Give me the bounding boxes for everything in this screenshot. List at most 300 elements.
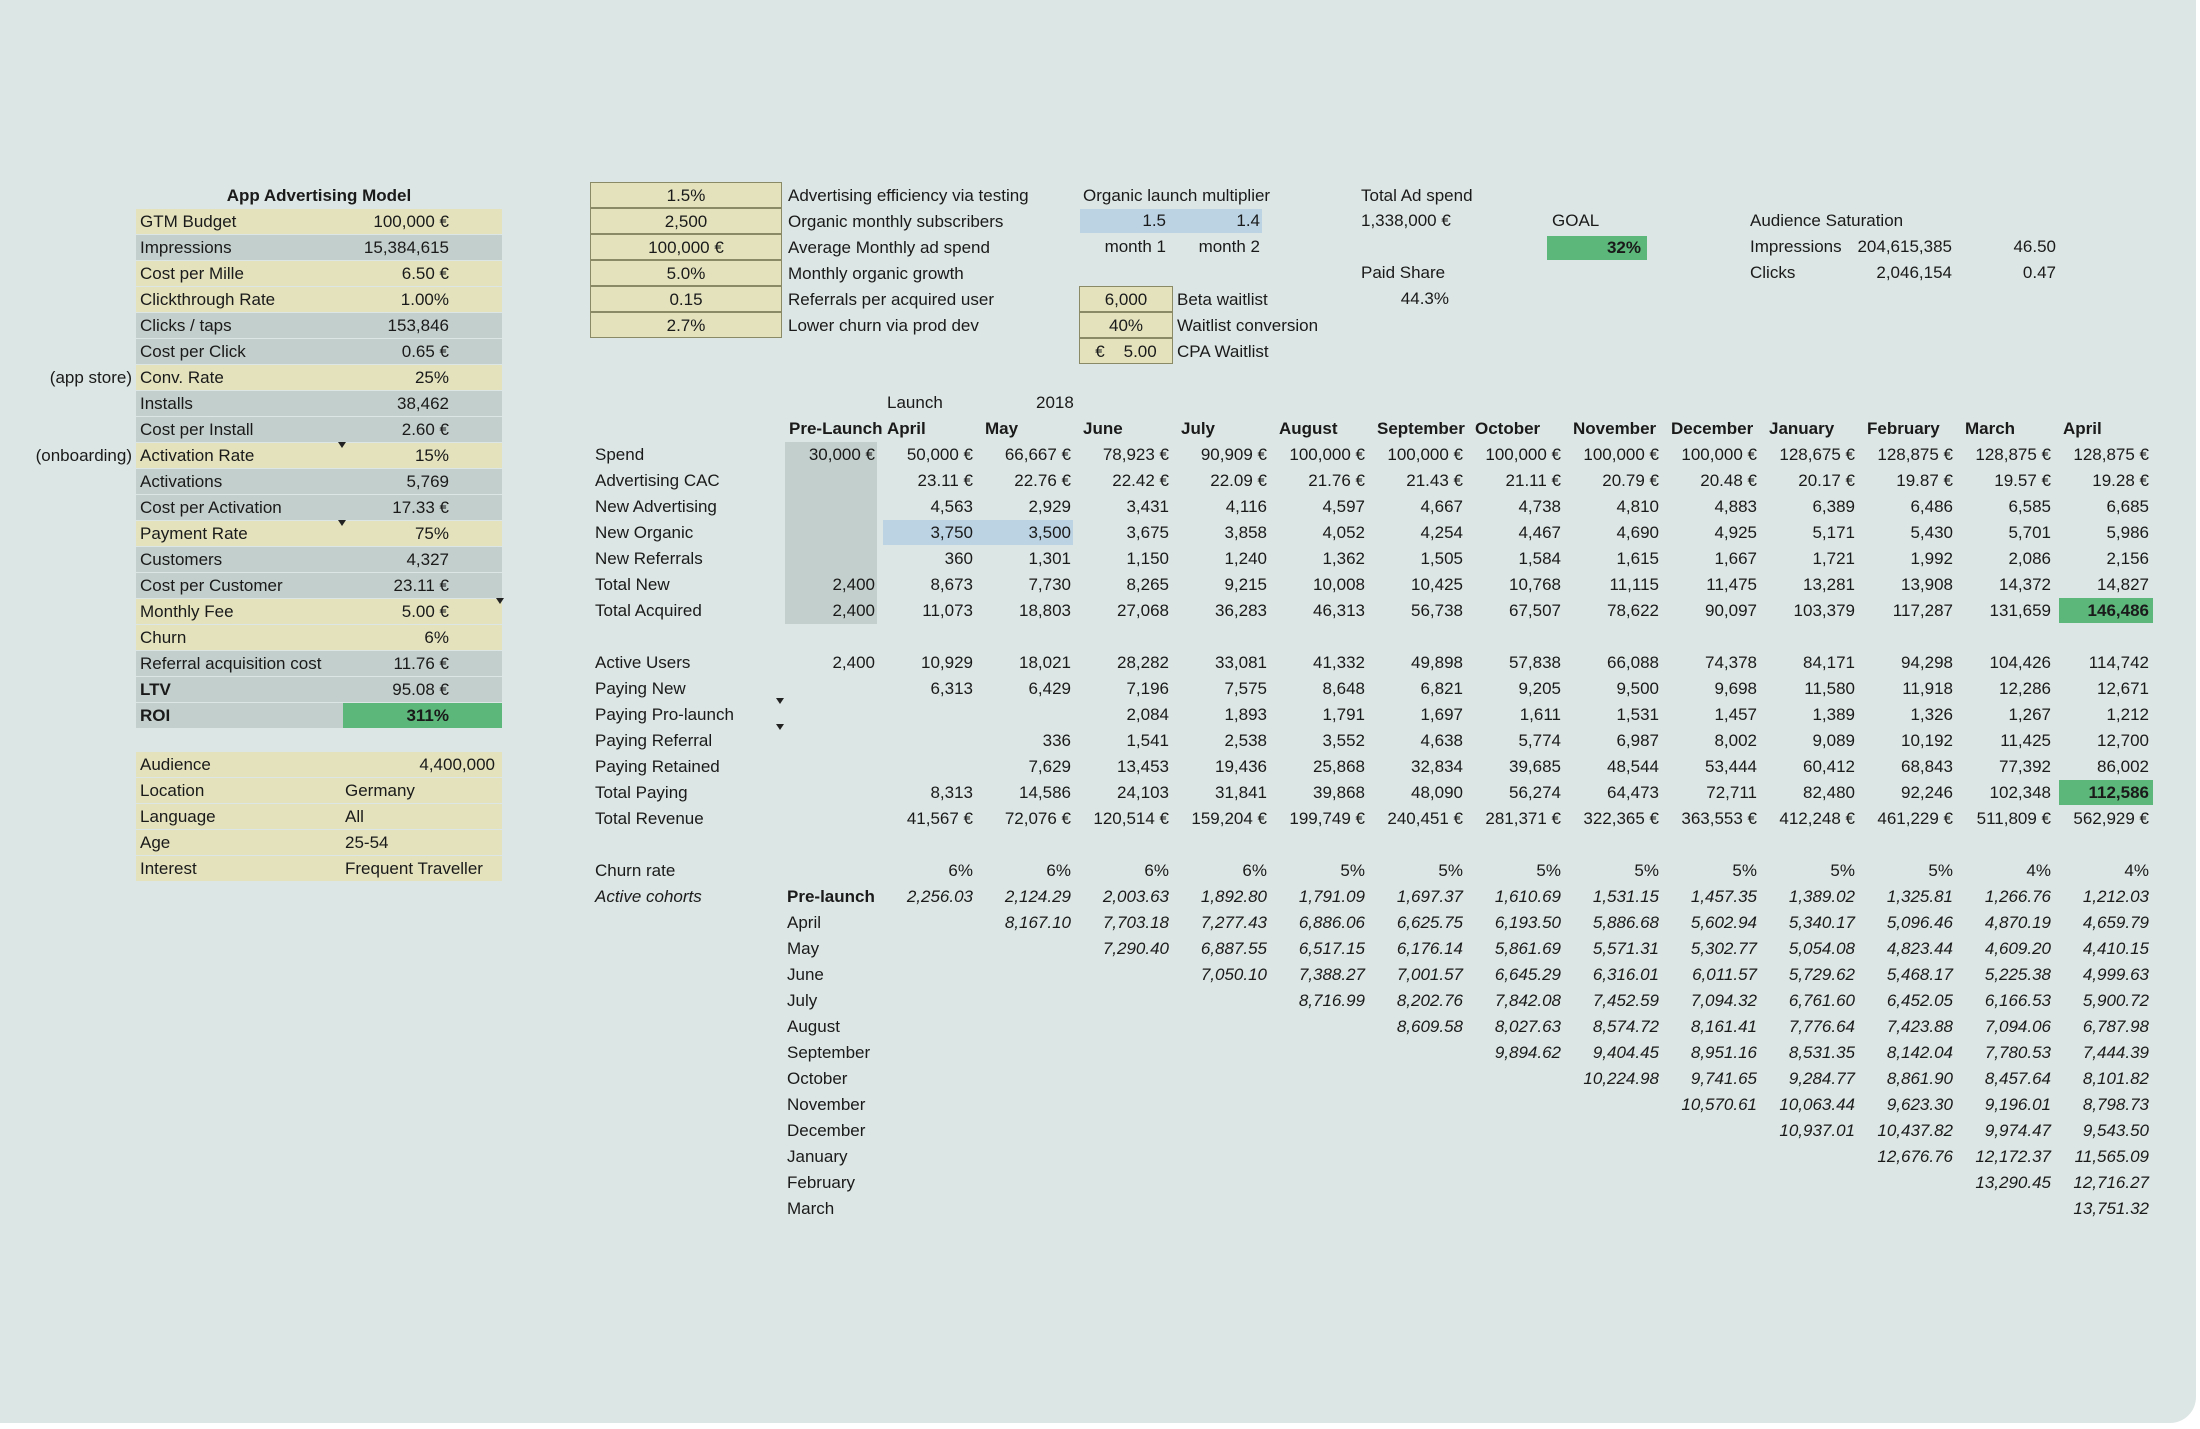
pay-cell[interactable]: 39,685: [1509, 757, 1561, 776]
pay-cell[interactable]: 25,868: [1313, 757, 1365, 776]
cohort-cell[interactable]: 6,193.50: [1494, 913, 1561, 932]
acq-cell[interactable]: 14,827: [2097, 575, 2149, 594]
cohort-cell[interactable]: 5,096.46: [1886, 913, 1953, 932]
model-row-label: Installs: [140, 394, 193, 413]
pay-cell[interactable]: 9,089: [1812, 731, 1855, 750]
cohort-cell[interactable]: 6,176.14: [1396, 939, 1463, 958]
pay-cell[interactable]: 6,987: [1616, 731, 1659, 750]
cohort-cell[interactable]: 8,798.73: [2082, 1095, 2149, 1114]
cohort-cell[interactable]: 5,729.62: [1788, 965, 1855, 984]
launch-m2-label: month 2: [1198, 237, 1260, 256]
acq-cell[interactable]: 1,240: [1224, 549, 1267, 568]
acq-cell[interactable]: 4,116: [1225, 497, 1267, 516]
cohort-cell[interactable]: 7,703.18: [1102, 913, 1169, 932]
launch-m1-value[interactable]: 1.5: [1142, 211, 1166, 230]
acq-cell[interactable]: 3,858: [1224, 523, 1267, 542]
acq-cell[interactable]: 1,667: [1714, 549, 1757, 568]
pay-cell[interactable]: 13,453: [1117, 757, 1169, 776]
pay-cell[interactable]: 12,286: [1999, 679, 2051, 698]
cohort-cell[interactable]: 9,284.77: [1788, 1069, 1855, 1088]
cohort-cell[interactable]: 4,609.20: [1984, 939, 2051, 958]
churn-cell[interactable]: 5%: [1438, 861, 1463, 880]
cohort-cell[interactable]: 2,003.63: [1102, 887, 1169, 906]
cohort-cell[interactable]: 4,410.15: [2082, 939, 2149, 958]
acq-cell[interactable]: 50,000 €: [906, 445, 973, 464]
acq-cell[interactable]: 100,000 €: [1681, 445, 1757, 464]
cohort-cell[interactable]: 1,457.35: [1690, 887, 1757, 906]
pay-label: Total Paying: [595, 783, 688, 802]
pay-cell[interactable]: 199,749 €: [1289, 809, 1365, 828]
cohort-cell[interactable]: 8,716.99: [1298, 991, 1365, 1010]
pay-cell[interactable]: 82,480: [1803, 783, 1855, 802]
pay-cell[interactable]: 240,451 €: [1387, 809, 1463, 828]
comment-marker-icon[interactable]: [776, 698, 784, 704]
cohort-cell[interactable]: 8,951.16: [1690, 1043, 1757, 1062]
pay-cell[interactable]: 7,196: [1126, 679, 1169, 698]
cohort-cell[interactable]: 13,290.45: [1975, 1173, 2051, 1192]
acq-cell[interactable]: 1,584: [1518, 549, 1561, 568]
pay-cell[interactable]: 92,246: [1901, 783, 1953, 802]
churn-cell[interactable]: 4%: [2124, 861, 2149, 880]
pay-cell[interactable]: 8,313: [930, 783, 973, 802]
acq-cell[interactable]: 4,597: [1322, 497, 1365, 516]
pay-cell[interactable]: 48,544: [1607, 757, 1659, 776]
cohort-cell[interactable]: 5,900.72: [2082, 991, 2149, 1010]
cohort-cell[interactable]: 12,716.27: [2073, 1173, 2149, 1192]
pay-cell[interactable]: 336: [1042, 731, 1071, 750]
cohort-cell[interactable]: 6,886.06: [1298, 913, 1365, 932]
cohort-cell[interactable]: 8,609.58: [1396, 1017, 1463, 1036]
pay-cell[interactable]: 72,076 €: [1004, 809, 1071, 828]
cohort-cell[interactable]: 6,887.55: [1200, 939, 1267, 958]
cohort-cell[interactable]: 10,063.44: [1779, 1095, 1855, 1114]
pay-cell[interactable]: 77,392: [1999, 757, 2051, 776]
cohort-cell[interactable]: 7,094.06: [1984, 1017, 2051, 1036]
pay-cell[interactable]: 72,711: [1706, 783, 1757, 802]
acq-cell[interactable]: 1,150: [1126, 549, 1169, 568]
cohort-cell[interactable]: 5,886.68: [1592, 913, 1659, 932]
acq-cell[interactable]: 22.09 €: [1210, 471, 1267, 490]
acq-cell[interactable]: 100,000 €: [1583, 445, 1659, 464]
pay-cell[interactable]: 2,400: [832, 653, 875, 672]
pay-cell[interactable]: 2,538: [1224, 731, 1267, 750]
cohort-cell[interactable]: 11,565.09: [2074, 1147, 2149, 1166]
pay-cell[interactable]: 6,429: [1028, 679, 1071, 698]
acq-cell[interactable]: 4,563: [930, 497, 973, 516]
acq-cell[interactable]: 4,690: [1616, 523, 1659, 542]
cohort-cell[interactable]: 8,457.64: [1984, 1069, 2051, 1088]
churn-cell[interactable]: 4%: [2026, 861, 2051, 880]
pay-cell[interactable]: 11,425: [2000, 731, 2051, 750]
pay-cell[interactable]: 9,698: [1714, 679, 1757, 698]
pay-cell[interactable]: 9,205: [1518, 679, 1561, 698]
cohort-cell[interactable]: 7,277.43: [1200, 913, 1267, 932]
cohort-cell[interactable]: 7,444.39: [2082, 1043, 2149, 1062]
acq-cell[interactable]: 100,000 €: [1289, 445, 1365, 464]
acq-cell[interactable]: 78,923 €: [1102, 445, 1169, 464]
pay-cell[interactable]: 18,021: [1019, 653, 1071, 672]
acq-cell[interactable]: 21.11 €: [1505, 471, 1561, 490]
churn-cell[interactable]: 6%: [948, 861, 973, 880]
pay-cell[interactable]: 94,298: [1901, 653, 1953, 672]
cohort-cell[interactable]: 1,531.15: [1592, 887, 1659, 906]
acq-cell[interactable]: 6,486: [1910, 497, 1953, 516]
pay-cell[interactable]: 66,088: [1607, 653, 1659, 672]
cohort-cell[interactable]: 1,697.37: [1396, 887, 1463, 906]
acq-cell[interactable]: 67,507: [1509, 601, 1561, 620]
cohort-cell[interactable]: 9,543.50: [2082, 1121, 2149, 1140]
cohort-cell[interactable]: 2,256.03: [906, 887, 973, 906]
acq-cell[interactable]: 10,425: [1411, 575, 1463, 594]
pay-cell[interactable]: 9,500: [1616, 679, 1659, 698]
churn-cell[interactable]: 6%: [1144, 861, 1169, 880]
pay-cell[interactable]: 1,531: [1616, 705, 1659, 724]
acq-cell[interactable]: 4,810: [1616, 497, 1659, 516]
acq-cell[interactable]: 22.76 €: [1014, 471, 1071, 490]
cohort-cell[interactable]: 8,202.76: [1396, 991, 1463, 1010]
acq-cell[interactable]: 20.79 €: [1602, 471, 1659, 490]
cohort-cell[interactable]: 12,172.37: [1975, 1147, 2051, 1166]
cohort-cell[interactable]: 5,468.17: [1886, 965, 1953, 984]
pay-cell[interactable]: 8,002: [1714, 731, 1757, 750]
acq-cell[interactable]: 4,883: [1714, 497, 1757, 516]
acq-cell[interactable]: 1,992: [1910, 549, 1953, 568]
pay-cell[interactable]: 19,436: [1215, 757, 1267, 776]
acq-cell[interactable]: 4,738: [1518, 497, 1561, 516]
cohort-cell[interactable]: 1,610.69: [1494, 887, 1561, 906]
churn-cell[interactable]: 5%: [1732, 861, 1757, 880]
pay-cell[interactable]: 74,378: [1705, 653, 1757, 672]
pay-cell[interactable]: 12,700: [2097, 731, 2149, 750]
acq-cell[interactable]: 128,875 €: [1877, 445, 1953, 464]
pay-cell[interactable]: 1,389: [1812, 705, 1855, 724]
pay-cell[interactable]: 412,248 €: [1779, 809, 1855, 828]
pay-cell[interactable]: 120,514 €: [1093, 809, 1169, 828]
acq-cell[interactable]: 90,097: [1705, 601, 1757, 620]
acq-cell[interactable]: 46,313: [1313, 601, 1365, 620]
acq-cell[interactable]: 21.76 €: [1308, 471, 1365, 490]
acq-cell[interactable]: 56,738: [1411, 601, 1463, 620]
pay-cell[interactable]: 102,348: [1989, 783, 2051, 802]
cohort-cell[interactable]: 8,027.63: [1494, 1017, 1561, 1036]
cohort-cell[interactable]: 9,404.45: [1592, 1043, 1659, 1062]
pay-cell[interactable]: 1,457: [1714, 705, 1757, 724]
cohort-cell[interactable]: 6,166.53: [1984, 991, 2051, 1010]
acq-cell[interactable]: 5,171: [1812, 523, 1855, 542]
cohort-cell[interactable]: 7,290.40: [1102, 939, 1169, 958]
cohort-cell[interactable]: 5,054.08: [1788, 939, 1855, 958]
pay-cell[interactable]: 1,212: [2106, 705, 2149, 724]
comment-marker-icon[interactable]: [338, 442, 346, 448]
pay-cell[interactable]: 1,893: [1224, 705, 1267, 724]
cohort-cell[interactable]: 7,780.53: [1984, 1043, 2051, 1062]
acq-cell[interactable]: 6,585: [2008, 497, 2051, 516]
cohort-cell[interactable]: 9,623.30: [1886, 1095, 1953, 1114]
acq-cell[interactable]: 2,400: [832, 575, 875, 594]
cohort-cell[interactable]: 7,452.59: [1592, 991, 1659, 1010]
cohort-cell[interactable]: 6,645.29: [1494, 965, 1561, 984]
pay-cell[interactable]: 48,090: [1411, 783, 1463, 802]
acq-cell[interactable]: 128,675 €: [1779, 445, 1855, 464]
acq-cell[interactable]: 11,073: [922, 601, 973, 620]
acq-cell[interactable]: 128,875 €: [2073, 445, 2149, 464]
acq-cell[interactable]: 78,622: [1607, 601, 1659, 620]
churn-cell[interactable]: 5%: [1536, 861, 1561, 880]
cohort-cell[interactable]: 6,625.75: [1396, 913, 1463, 932]
acq-cell[interactable]: 4,052: [1322, 523, 1365, 542]
cohort-cell[interactable]: 5,225.38: [1984, 965, 2051, 984]
pay-cell[interactable]: 10,929: [921, 653, 973, 672]
pay-cell[interactable]: 57,838: [1509, 653, 1561, 672]
pay-cell[interactable]: 64,473: [1607, 783, 1659, 802]
pay-cell[interactable]: 24,103: [1117, 783, 1169, 802]
pay-label: Total Revenue: [595, 809, 704, 828]
pay-cell[interactable]: 7,575: [1224, 679, 1267, 698]
acq-cell[interactable]: 8,265: [1126, 575, 1169, 594]
pay-cell[interactable]: 41,332: [1313, 653, 1365, 672]
pay-cell[interactable]: 1,267: [2008, 705, 2051, 724]
churn-cell[interactable]: 5%: [1340, 861, 1365, 880]
pay-cell[interactable]: 8,648: [1322, 679, 1365, 698]
cohort-cell[interactable]: 8,167.10: [1004, 913, 1071, 932]
pay-cell[interactable]: 68,843: [1901, 757, 1953, 776]
pay-cell[interactable]: 60,412: [1803, 757, 1855, 776]
acq-cell[interactable]: 100,000 €: [1485, 445, 1561, 464]
cohort-cell[interactable]: 9,974.47: [1984, 1121, 2051, 1140]
cohort-cell[interactable]: 10,937.01: [1779, 1121, 1855, 1140]
pay-cell[interactable]: 6,313: [930, 679, 973, 698]
pay-cell[interactable]: 10,192: [1901, 731, 1953, 750]
acq-cell[interactable]: 11,115: [1609, 575, 1659, 594]
cohort-cell[interactable]: 6,011.57: [1692, 965, 1757, 984]
cohort-cell[interactable]: 5,302.77: [1690, 939, 1757, 958]
acq-cell[interactable]: 7,730: [1028, 575, 1071, 594]
acq-cell[interactable]: 103,379: [1793, 601, 1855, 620]
acq-cell[interactable]: 2,086: [2008, 549, 2051, 568]
pay-cell[interactable]: 1,697: [1420, 705, 1463, 724]
acq-cell[interactable]: 100,000 €: [1387, 445, 1463, 464]
acq-cell[interactable]: 360: [944, 549, 973, 568]
acq-cell[interactable]: 23.11 €: [917, 471, 973, 490]
acq-cell[interactable]: 19.28 €: [2092, 471, 2149, 490]
acq-cell[interactable]: 131,659: [1989, 601, 2051, 620]
cohort-cell[interactable]: 8,531.35: [1788, 1043, 1855, 1062]
cohort-cell[interactable]: 8,101.82: [2082, 1069, 2149, 1088]
acq-cell[interactable]: 14,372: [1999, 575, 2051, 594]
acq-cell[interactable]: 66,667 €: [1004, 445, 1071, 464]
pay-cell[interactable]: 84,171: [1803, 653, 1855, 672]
pay-cell[interactable]: 1,541: [1126, 731, 1169, 750]
cohort-cell[interactable]: 10,570.61: [1681, 1095, 1757, 1114]
acq-cell[interactable]: 18,803: [1019, 601, 1071, 620]
cohort-cell[interactable]: 6,517.15: [1298, 939, 1365, 958]
acq-cell[interactable]: 3,675: [1126, 523, 1169, 542]
acq-cell[interactable]: 13,908: [1901, 575, 1953, 594]
cohort-cell[interactable]: 1,791.09: [1298, 887, 1365, 906]
cohort-cell[interactable]: 7,423.88: [1886, 1017, 1953, 1036]
pay-cell[interactable]: 56,274: [1509, 783, 1561, 802]
acq-cell[interactable]: 146,486: [2087, 601, 2149, 620]
pay-cell[interactable]: 4,638: [1420, 731, 1463, 750]
acq-cell[interactable]: 2,929: [1028, 497, 1071, 516]
acq-cell[interactable]: 21.43 €: [1406, 471, 1463, 490]
acq-cell[interactable]: 8,673: [930, 575, 973, 594]
acq-cell[interactable]: 6,685: [2106, 497, 2149, 516]
acq-cell[interactable]: 36,283: [1215, 601, 1267, 620]
acq-cell[interactable]: 128,875 €: [1975, 445, 2051, 464]
pay-cell[interactable]: 3,552: [1322, 731, 1365, 750]
cohort-cell[interactable]: 6,787.98: [2082, 1017, 2149, 1036]
pay-cell[interactable]: 31,841: [1215, 783, 1267, 802]
acq-cell[interactable]: 9,215: [1224, 575, 1267, 594]
pay-cell[interactable]: 49,898: [1411, 653, 1463, 672]
cohort-cell[interactable]: 5,602.94: [1690, 913, 1757, 932]
cohort-cell[interactable]: 6,316.01: [1592, 965, 1659, 984]
pay-cell[interactable]: 7,629: [1028, 757, 1071, 776]
churn-cell[interactable]: 5%: [1634, 861, 1659, 880]
acq-cell[interactable]: 3,750: [930, 523, 973, 542]
pay-cell[interactable]: 6,821: [1420, 679, 1463, 698]
pay-cell[interactable]: 1,611: [1519, 705, 1561, 724]
cohort-cell[interactable]: 4,999.63: [2082, 965, 2149, 984]
pay-cell[interactable]: 14,586: [1019, 783, 1071, 802]
cohort-cell[interactable]: 7,094.32: [1690, 991, 1757, 1010]
cohort-cell[interactable]: 6,452.05: [1886, 991, 1953, 1010]
pay-cell[interactable]: 1,791: [1322, 705, 1365, 724]
model-row-label: Cost per Customer: [140, 576, 283, 595]
acq-cell[interactable]: 19.57 €: [1994, 471, 2051, 490]
acq-cell[interactable]: 19.87 €: [1896, 471, 1953, 490]
acq-cell[interactable]: 117,287: [1892, 601, 1953, 620]
pay-cell[interactable]: 86,002: [2097, 757, 2149, 776]
acq-cell[interactable]: 13,281: [1803, 575, 1855, 594]
cohort-cell[interactable]: 8,574.72: [1592, 1017, 1659, 1036]
churn-cell[interactable]: 5%: [1928, 861, 1953, 880]
cohort-cell[interactable]: 6,761.60: [1788, 991, 1855, 1010]
acq-cell[interactable]: 6,389: [1812, 497, 1855, 516]
cohort-cell[interactable]: 8,142.04: [1886, 1043, 1953, 1062]
pay-cell[interactable]: 461,229 €: [1877, 809, 1953, 828]
cohort-cell[interactable]: 9,894.62: [1494, 1043, 1561, 1062]
pay-cell[interactable]: 281,371 €: [1485, 809, 1561, 828]
cohort-cell[interactable]: 7,776.64: [1788, 1017, 1855, 1036]
pay-cell[interactable]: 5,774: [1518, 731, 1561, 750]
cohort-cell[interactable]: 1,325.81: [1886, 887, 1953, 906]
churn-cell[interactable]: 6%: [1046, 861, 1071, 880]
cohort-cell[interactable]: 12,676.76: [1877, 1147, 1953, 1166]
acq-cell[interactable]: 22.42 €: [1112, 471, 1169, 490]
acq-cell[interactable]: 10,008: [1313, 575, 1365, 594]
pay-cell[interactable]: 562,929 €: [2073, 809, 2149, 828]
pay-cell[interactable]: 104,426: [1989, 653, 2051, 672]
acq-cell[interactable]: 5,701: [2008, 523, 2051, 542]
acq-cell[interactable]: 4,467: [1518, 523, 1561, 542]
pay-cell[interactable]: 12,671: [2097, 679, 2149, 698]
cohort-cell[interactable]: 2,124.29: [1004, 887, 1071, 906]
comment-marker-icon[interactable]: [496, 598, 504, 604]
pay-cell[interactable]: 11,918: [1902, 679, 1953, 698]
cohort-cell[interactable]: 7,388.27: [1298, 965, 1365, 984]
cohort-cell[interactable]: 1,266.76: [1984, 887, 2051, 906]
acq-cell[interactable]: 1,615: [1616, 549, 1659, 568]
cohort-cell[interactable]: 1,212.03: [2082, 887, 2149, 906]
comment-marker-icon[interactable]: [338, 520, 346, 526]
pay-cell[interactable]: 511,809 €: [1976, 809, 2051, 828]
acq-cell[interactable]: 2,156: [2106, 549, 2149, 568]
acq-cell[interactable]: 3,500: [1028, 523, 1071, 542]
pay-cell[interactable]: 159,204 €: [1191, 809, 1267, 828]
acq-cell[interactable]: 1,721: [1812, 549, 1855, 568]
acq-cell[interactable]: 4,254: [1420, 523, 1463, 542]
acq-cell[interactable]: 3,431: [1126, 497, 1169, 516]
pay-cell[interactable]: 11,580: [1804, 679, 1855, 698]
cohort-cell[interactable]: 10,437.82: [1877, 1121, 1953, 1140]
pay-cell[interactable]: 33,081: [1215, 653, 1267, 672]
churn-cell[interactable]: 6%: [1242, 861, 1267, 880]
pay-cell[interactable]: 2,084: [1126, 705, 1169, 724]
cohort-cell[interactable]: 7,050.10: [1200, 965, 1267, 984]
cohort-cell[interactable]: 4,870.19: [1984, 913, 2051, 932]
cohort-cell[interactable]: 7,842.08: [1494, 991, 1561, 1010]
acq-cell[interactable]: 20.17 €: [1798, 471, 1855, 490]
acq-cell[interactable]: 1,362: [1322, 549, 1365, 568]
pay-cell[interactable]: 28,282: [1117, 653, 1169, 672]
acq-cell[interactable]: 20.48 €: [1700, 471, 1757, 490]
pay-cell[interactable]: 322,365 €: [1583, 809, 1659, 828]
pay-cell[interactable]: 1,326: [1910, 705, 1953, 724]
acq-cell[interactable]: 5,430: [1910, 523, 1953, 542]
pay-cell[interactable]: 363,553 €: [1681, 809, 1757, 828]
launch-m2-value[interactable]: 1.4: [1236, 211, 1260, 230]
acq-cell[interactable]: 11,475: [1706, 575, 1757, 594]
acq-cell[interactable]: 5,986: [2106, 523, 2149, 542]
pay-cell[interactable]: 114,742: [2088, 653, 2149, 672]
cohort-cell[interactable]: 4,823.44: [1886, 939, 1953, 958]
cohort-cell[interactable]: 5,340.17: [1788, 913, 1855, 932]
acq-cell[interactable]: 10,768: [1509, 575, 1561, 594]
acq-cell[interactable]: 4,925: [1714, 523, 1757, 542]
cohort-cell[interactable]: 5,861.69: [1494, 939, 1561, 958]
cohort-cell[interactable]: 13,751.32: [2073, 1199, 2149, 1218]
comment-marker-icon[interactable]: [776, 724, 784, 730]
pay-cell[interactable]: 39,868: [1313, 783, 1365, 802]
cohort-cell[interactable]: 5,571.31: [1592, 939, 1659, 958]
pay-cell[interactable]: 41,567 €: [906, 809, 973, 828]
cohort-cell[interactable]: 8,861.90: [1886, 1069, 1953, 1088]
acq-cell[interactable]: 27,068: [1117, 601, 1169, 620]
acq-cell[interactable]: 90,909 €: [1200, 445, 1267, 464]
acq-cell[interactable]: 1,505: [1420, 549, 1463, 568]
cohort-cell[interactable]: 9,196.01: [1984, 1095, 2051, 1114]
churn-cell[interactable]: 5%: [1830, 861, 1855, 880]
month-header: Pre-Launch: [789, 419, 883, 438]
acq-cell[interactable]: 1,301: [1028, 549, 1071, 568]
cohort-cell[interactable]: 7,001.57: [1396, 965, 1463, 984]
cohort-cell[interactable]: 8,161.41: [1690, 1017, 1757, 1036]
acq-cell[interactable]: 2,400: [832, 601, 875, 620]
cohort-cell[interactable]: 4,659.79: [2082, 913, 2149, 932]
pay-cell[interactable]: 32,834: [1411, 757, 1463, 776]
model-row-value: 11.76 €: [393, 654, 449, 673]
cohort-cell[interactable]: 9,741.65: [1690, 1069, 1757, 1088]
cohort-cell[interactable]: 1,892.80: [1200, 887, 1267, 906]
acq-cell[interactable]: 4,667: [1420, 497, 1463, 516]
pay-cell[interactable]: 112,586: [2088, 783, 2149, 802]
cohort-cell[interactable]: 1,389.02: [1788, 887, 1855, 906]
pay-cell[interactable]: 53,444: [1705, 757, 1757, 776]
cohort-cell[interactable]: 10,224.98: [1583, 1069, 1659, 1088]
acq-cell[interactable]: 30,000 €: [808, 445, 875, 464]
